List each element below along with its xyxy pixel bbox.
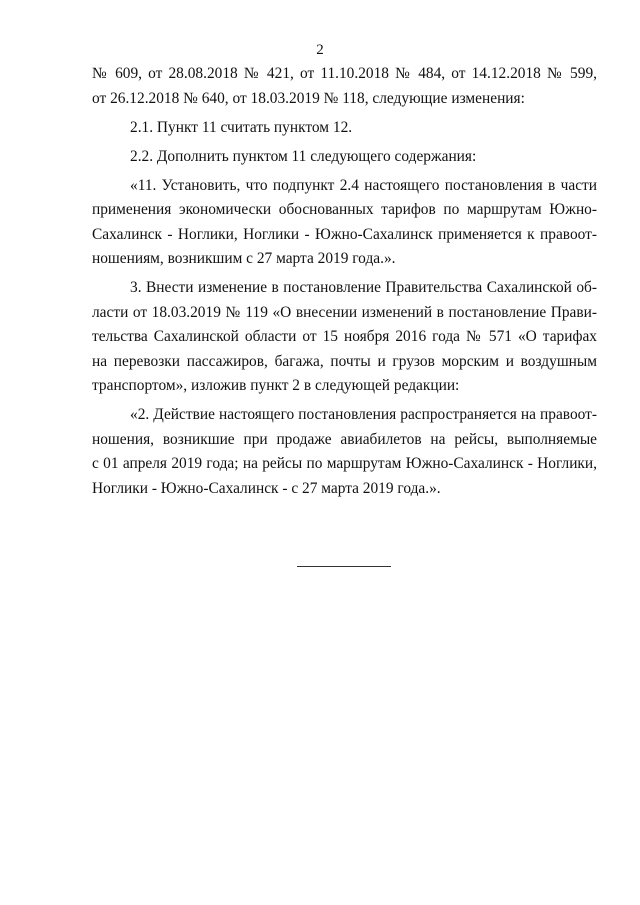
document-body <box>92 62 597 501</box>
closing-separator-line <box>297 566 391 567</box>
text-line: Ноглики - Южно-Сахалинск - с 27 марта 2019 года.». <box>92 479 441 497</box>
text-line: ношения, возникшие при продаже авиабилетов на рейсы, выполняемые <box>92 430 597 448</box>
text-line: «2. Действие настоящего постановления распространяется на правоот- <box>130 406 597 423</box>
text-line: транспортом», изложив пункт 2 в следующей редакции: <box>92 377 460 394</box>
text-line: применения экономически обоснованных тарифов по маршрутам Южно- <box>92 201 597 218</box>
text-line: ношениям, возникшим с 27 марта 2019 года.». <box>92 250 396 267</box>
text-line: 3. Внести изменение в постановление Правительства Сахалинской об- <box>130 279 597 296</box>
text-line: тельства Сахалинской области от 15 ноября 2016 года № 571 «О тарифах <box>92 328 597 345</box>
text-line: от 26.12.2018 № 640, от 18.03.2019 № 118, следующие изменения: <box>92 89 525 107</box>
text-line: на перевозки пассажиров, багажа, почты и грузов морским и воздушным <box>92 352 597 370</box>
text-line: 2.1. Пункт 11 считать пунктом 12. <box>130 118 353 136</box>
text-line: ласти от 18.03.2019 № 119 «О внесении изменений в постановление Прави- <box>92 303 597 321</box>
page-number: 2 <box>316 42 324 58</box>
text-line: 2.2. Дополнить пунктом 11 следующего содержания: <box>130 147 477 165</box>
text-line: Сахалинск - Ноглики, Ноглики - Южно-Сахалинск применяется к правоот- <box>92 225 597 243</box>
text-line: «11. Установить, что подпункт 2.4 настоящего постановления в части <box>130 176 597 194</box>
text-line: № 609, от 28.08.2018 № 421, от 11.10.2018 № 484, от 14.12.2018 № 599, <box>92 65 597 82</box>
text-line: с 01 апреля 2019 года; на рейсы по маршрутам Южно-Сахалинск - Ноглики, <box>92 455 597 472</box>
